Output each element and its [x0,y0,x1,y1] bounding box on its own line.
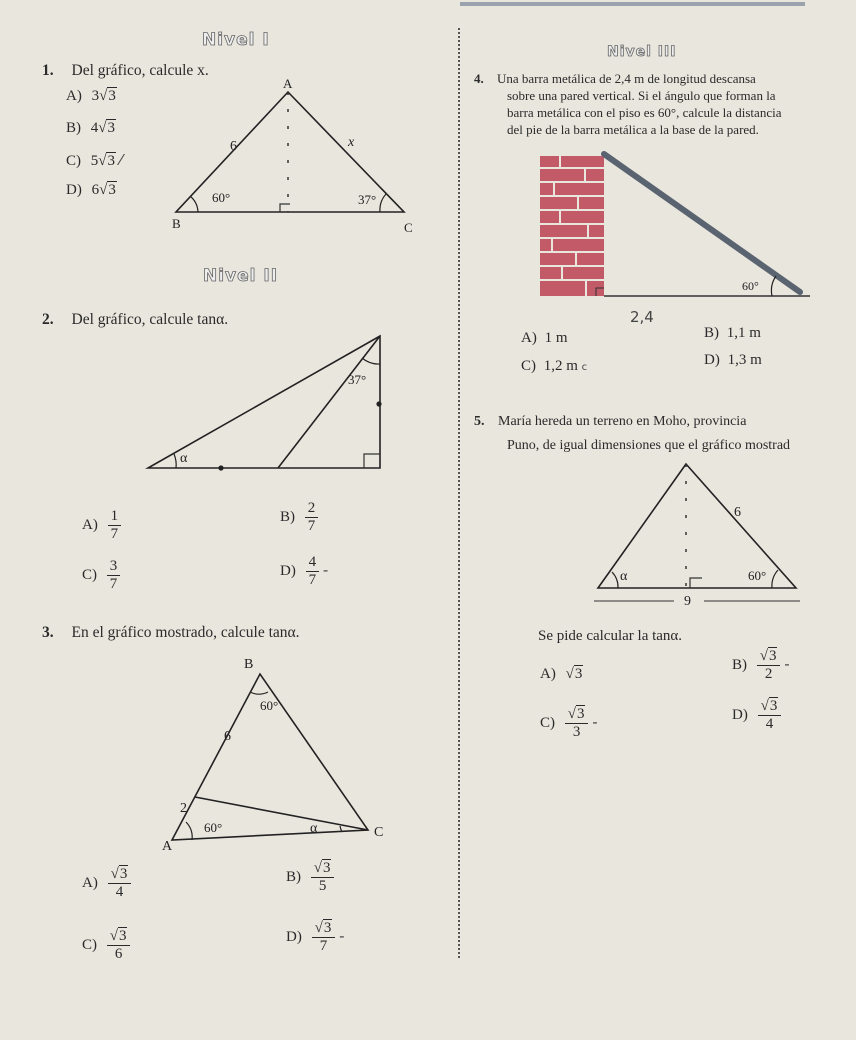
option-letter: C) [66,153,81,169]
option-letter: D) [286,928,302,945]
option-letter: B) [732,656,747,673]
option-coef: 3 [91,88,100,104]
option-rad: 3 [108,88,116,104]
option-value: 1,3 m [727,352,762,368]
question-2 [42,311,228,328]
option-letter: C) [82,936,97,953]
q2-option-d[interactable] [280,554,328,589]
vertex-c-label: C [404,220,413,235]
option-coef: 6 [91,182,100,198]
denominator: 7 [109,576,118,592]
question-line: María hereda un terreno en Moho, provincia [498,414,747,429]
pencil-mark: - [592,712,598,731]
question-5 [474,410,790,458]
alpha-label: α [310,821,318,836]
question-number: 4. [474,71,484,86]
option-coef: 4 [90,120,99,136]
question-number: 1. [42,62,54,79]
numerator-rad: 3 [119,866,128,882]
option-letter: D) [280,562,296,579]
q2-option-b[interactable] [280,500,318,535]
option-value: 1,1 m [726,325,761,341]
column-divider [458,28,460,958]
numerator-rad: 3 [769,698,778,714]
q5-option-d[interactable]: D) $\frac{√3}{4}$ [732,698,781,733]
numerator-rad: 3 [323,920,332,936]
q4-option-a[interactable] [521,330,568,347]
pencil-mark: - [322,560,329,579]
question-line: del pie de la barra metálica a la base de la pared. [507,122,759,137]
q5-triangle-figure [590,458,810,608]
option-letter: A) [66,88,82,104]
pencil-mark: ⁄ [119,151,123,169]
option-letter: D) [66,182,82,198]
alpha-label: α [620,569,628,584]
question-line: Puno, de igual dimensiones que el gráfico mostrad [507,438,791,453]
option-rad: 3 [574,666,583,682]
option-letter: C) [82,566,97,583]
question-text: Del gráfico, calcule tanα. [71,311,229,328]
q2-option-c[interactable] [82,558,120,593]
numerator-rad: 3 [118,928,127,944]
q3-option-c[interactable]: C) $\frac{√3}{6}$ [82,928,130,963]
denominator: 7 [307,518,316,534]
side-label: 6 [734,505,741,520]
side-label: 6 [230,139,237,154]
numerator: 1 [108,508,122,526]
q2-option-a[interactable] [82,508,121,543]
q4-wall-bar-figure [530,148,820,298]
option-letter: B) [66,120,81,136]
denominator: 7 [319,938,328,954]
denominator: 6 [114,946,123,962]
side-x-label: x [348,135,355,150]
numerator: 3 [107,558,121,576]
denominator: 5 [318,878,327,894]
option-letter: A) [82,516,98,533]
question-line: barra metálica con el piso es 60°, calcule la distancia [507,105,782,120]
denominator: 4 [765,716,774,732]
q1-triangle-figure [168,76,428,236]
q4-option-b[interactable] [704,325,761,342]
base-label: 9 [684,594,691,608]
denominator: 4 [115,884,124,900]
side-6-label: 6 [224,729,231,744]
question-text: En el gráfico mostrado, calcule tanα. [71,624,300,641]
denominator: 7 [110,526,119,542]
option-rad: 3 [107,153,115,169]
denominator: 3 [572,724,581,740]
q1-option-b[interactable]: B) 4√3 [66,120,115,136]
option-letter: C) [540,714,555,731]
vertex-a-label: A [283,76,293,91]
option-value: 1 m [544,330,568,346]
pencil-mark: - [784,654,790,673]
q5-option-b[interactable]: B) $\frac{√3}{2}$ - [732,648,790,682]
option-letter: B) [704,325,719,341]
q1-option-c[interactable]: C) 5√3 ⁄ [66,151,123,169]
angle-a-label: 60° [204,820,223,835]
level-1-title: Nivel I [202,30,270,50]
vertex-b-label: B [244,657,254,672]
pencil-mark: - [339,926,345,945]
angle-c-label: 37° [358,192,377,207]
angle-label: 60° [748,568,767,583]
option-letter: D) [704,352,720,368]
alpha-label: α [180,451,188,466]
question-number: 5. [474,414,485,429]
question-number: 2. [42,311,54,328]
question-4 [474,70,781,138]
pencil-mark: c [581,362,588,373]
option-letter: B) [280,508,295,525]
angle-label: 37° [348,372,367,387]
q4-option-c[interactable] [521,358,587,375]
option-rad: 3 [107,120,115,136]
option-rad: 3 [108,182,116,198]
vertex-c-label: C [374,825,384,840]
numerator-rad: 3 [768,648,777,664]
numerator-rad: 3 [322,860,331,876]
angle-top-label: 60° [260,698,279,713]
option-letter: B) [286,868,301,885]
top-border [460,2,805,6]
q3-option-d[interactable]: D) $\frac{√3}{7}$ - [286,920,345,954]
option-letter: A) [521,330,537,346]
denominator: 2 [764,666,773,682]
q5-prompt: Se pide calcular la tanα. [538,628,683,644]
option-letter: A) [540,666,556,682]
q1-option-a[interactable]: A) 3√3 [66,88,116,104]
numerator-rad: 3 [576,706,585,722]
vertex-b-label: B [172,216,181,231]
option-coef: 5 [90,153,99,169]
q5-option-c[interactable]: C) $\frac{√3}{3}$ - [540,706,598,740]
numerator: 4 [306,554,320,572]
numerator: 2 [305,500,319,518]
denominator: 7 [308,572,317,588]
q5-option-a[interactable]: A) √3 [540,666,583,682]
angle-label: 60° [742,279,759,293]
angle-b-label: 60° [212,190,231,205]
option-value: 1,2 m [543,358,578,374]
q3-triangle-figure [160,652,400,852]
handwritten-note: 2,4 [630,308,654,326]
question-line: Una barra metálica de 2,4 m de longitud descansa [497,71,756,86]
question-number: 3. [42,624,54,641]
question-line: sobre una pared vertical. Si el ángulo que forman la [507,88,776,103]
q1-option-d[interactable]: D) 6√3 [66,182,116,198]
option-letter: C) [521,358,536,374]
q3-option-a[interactable]: A) $\frac{√3}{4}$ [82,866,131,901]
question-3 [42,624,300,641]
q3-option-b[interactable]: B) $\frac{√3}{5}$ [286,860,334,895]
vertex-a-label: A [162,839,173,852]
side-2-label: 2 [180,801,187,816]
q2-triangle-figure [140,330,390,480]
option-letter: A) [82,874,98,891]
q4-option-d[interactable] [704,352,762,369]
level-2-title: Nivel II [203,266,279,286]
option-letter: D) [732,706,748,723]
question-text: Del gráfico, calcule x. [71,62,209,79]
level-3-title: Nivel III [607,44,677,60]
